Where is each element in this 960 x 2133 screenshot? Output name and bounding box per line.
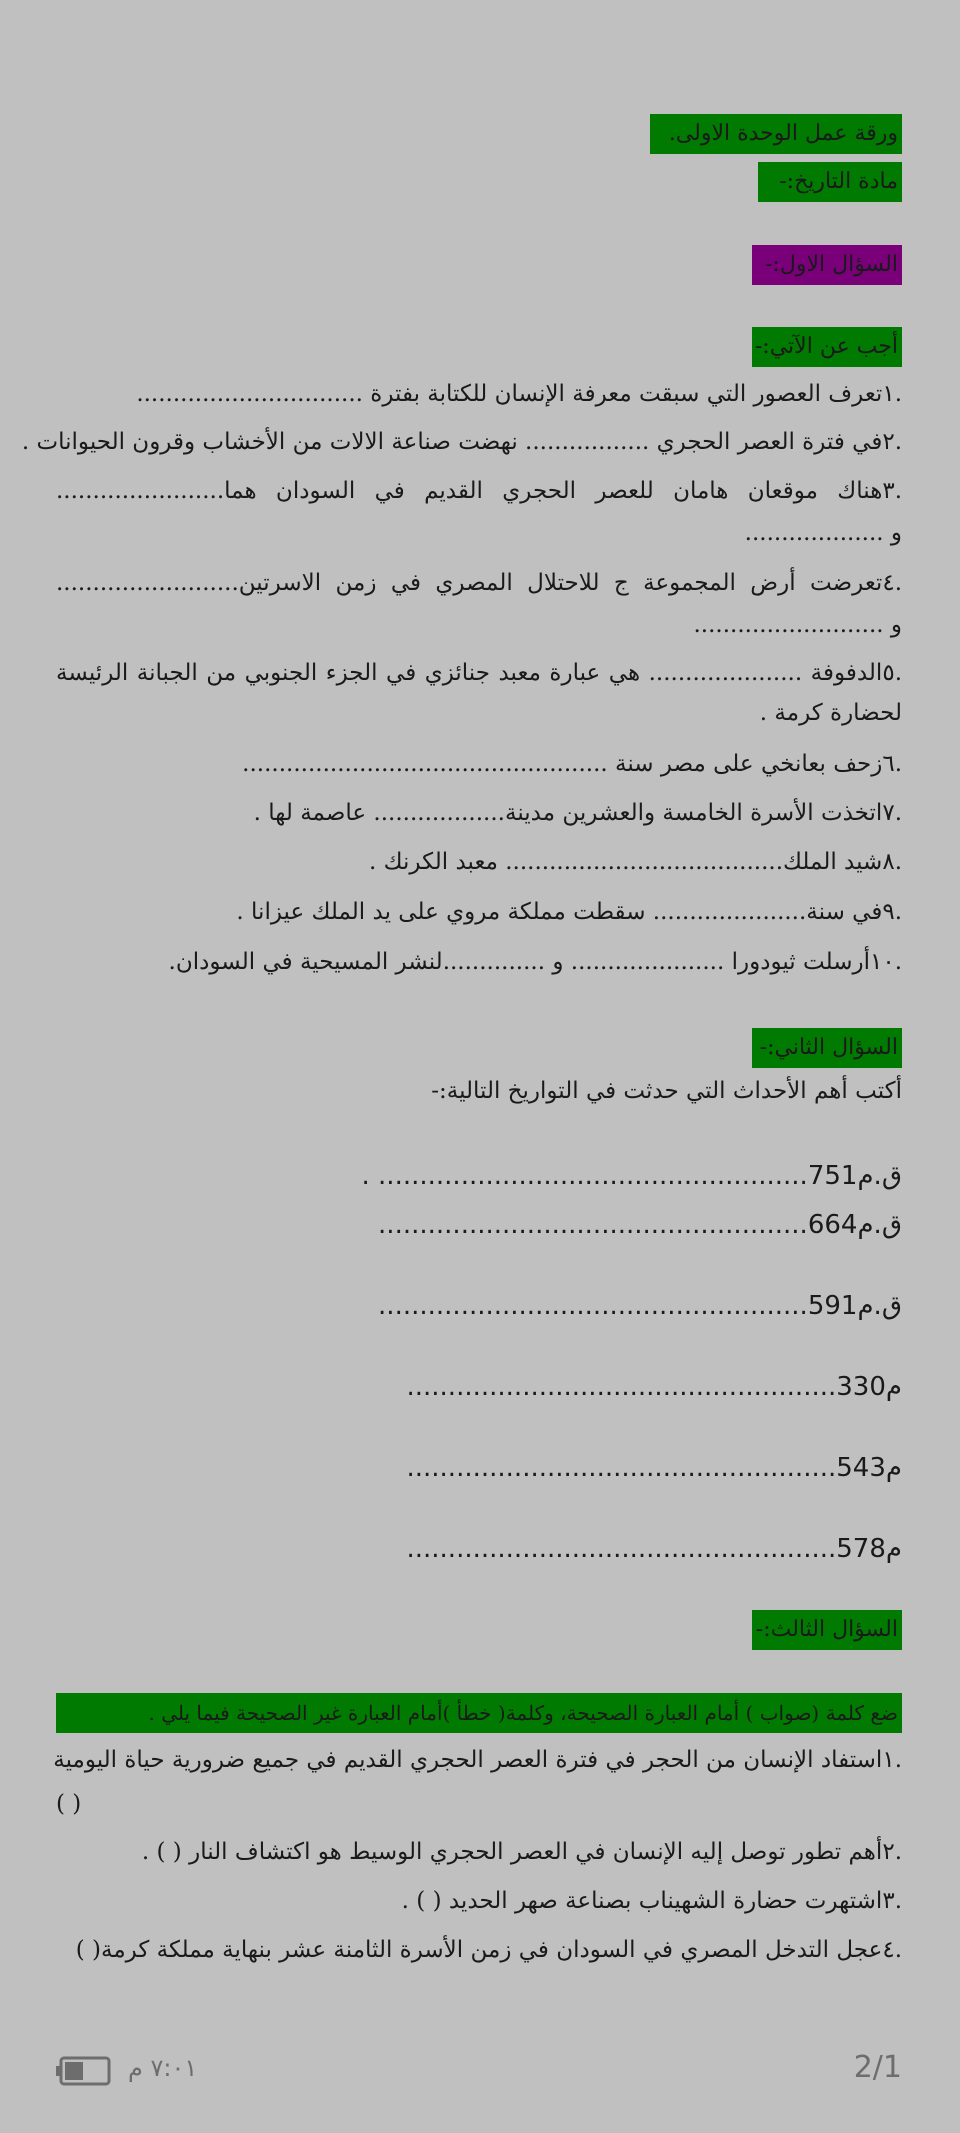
q1-item-10: .١٠أرسلت ثيودورا ..................... و ..............لنشر المسيحية في السودان. — [168, 949, 902, 975]
q1-item-5: .٥الدفوفة ..................... هي عبارة معبد جنائزي في الجزء الجنوبي من الجبانة الرئيسة — [56, 660, 902, 686]
q3-item-1-cont: ( ) — [56, 1791, 82, 1817]
q3-instruction: ضع كلمة (صواب ) أمام العبارة الصحيحة، وكلمة( خطأ )أمام العبارة غير الصحيحة فيما يلي . — [56, 1693, 902, 1733]
q2-date-578: ....................................................م578 — [406, 1534, 902, 1564]
q3-item-1: .١استفاد الإنسان من الحجر في فترة العصر الحجري القديم في جميع ضرورية حياة اليومية — [53, 1747, 902, 1773]
q1-item-8: .٨شيد الملك...................................... معبد الكرنك . — [368, 849, 902, 875]
q1-item-4: .٤تعرضت أرض المجموعة ج للاحتلال المصري في زمن الاسرتين......................... — [56, 570, 902, 596]
q3-heading: السؤال الثالث:- — [752, 1610, 902, 1650]
q1-item-9: .٩في سنة..................... سقطت مملكة مروي على يد الملك عيزانا . — [236, 899, 902, 925]
q2-date-330: ....................................................م330 — [406, 1372, 902, 1402]
page-indicator: 2/1 — [853, 2050, 902, 2085]
q2-date-543: ....................................................م543 — [406, 1453, 902, 1483]
q2-date-591: ....................................................ق.م591 — [378, 1291, 902, 1321]
worksheet-title: ورقة عمل الوحدة الاولى. — [650, 114, 902, 154]
clock-text: ٧:٠١ م — [128, 2054, 198, 2082]
q2-instruction: أكتب أهم الأحداث التي حدثت في التواريخ التالية:- — [431, 1078, 902, 1104]
viewer-footer — [0, 2050, 960, 2090]
q3-item-2: .٢أهم تطور توصل إليه الإنسان في العصر الحجري الوسيط هو اكتشاف النار ( ) . — [141, 1839, 902, 1865]
q1-item-7: .٧اتخذت الأسرة الخامسة والعشرين مدينة.................. عاصمة لها . — [253, 800, 902, 826]
subject-label: مادة التاريخ:- — [758, 162, 902, 202]
q3-item-3: .٣اشتهرت حضارة الشهيناب بصناعة صهر الحديد ( ) . — [401, 1888, 902, 1914]
q1-item-6: .٦زحف بعانخي على مصر سنة .................................................. — [242, 751, 902, 777]
q1-item-5-cont: لحضارة كرمة . — [759, 700, 902, 726]
q2-date-664: ....................................................ق.م664 — [378, 1210, 902, 1240]
q1-item-1: .١تعرف العصور التي سبقت معرفة الإنسان للكتابة بفترة ............................... — [136, 381, 902, 407]
q1-item-3: .٣هناك موقعان هامان للعصر الحجري القديم في السودان هما....................... — [56, 478, 902, 504]
q1-item-3-cont: و ................... — [744, 520, 902, 546]
q2-date-751: . ....................................................ق.م751 — [361, 1161, 902, 1191]
battery-icon — [56, 2056, 112, 2090]
q1-item-4-cont: و .......................... — [693, 612, 902, 638]
q1-item-2: .٢في فترة العصر الحجري ................. نهضت صناعة الالات من الأخشاب وقرون الحيوانات . — [21, 429, 902, 455]
q1-heading: السؤال الاول:- — [752, 245, 902, 285]
q2-heading: السؤال الثاني:- — [752, 1028, 902, 1068]
q1-instruction: أجب عن الآتي:- — [752, 327, 902, 367]
q3-item-4: .٤عجل التدخل المصري في السودان في زمن الأسرة الثامنة عشر بنهاية مملكة كرمة( ) — [75, 1937, 902, 1963]
